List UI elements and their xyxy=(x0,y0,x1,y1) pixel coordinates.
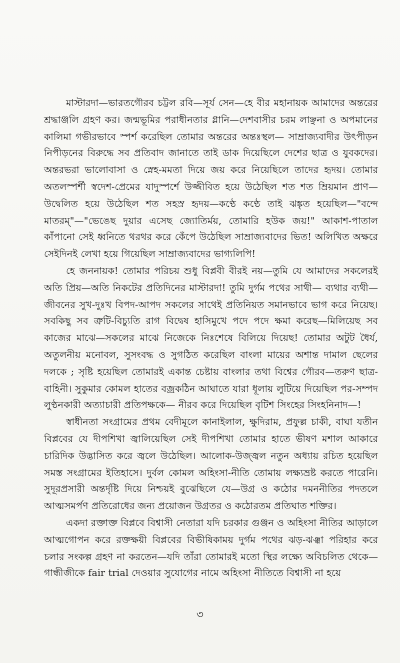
page-number: ৩ xyxy=(196,608,204,621)
paragraph-3: স্বাধীনতা সংগ্রামের প্রথম বেদীমূলে কানাইলাল, ক্ষুদিরাম, প্রফুল্ল চাকী, বাঘা যতীন বিপ্লবের যে দীপশিখা জ্বালিয়েছিল সেই দীপশিখা তোমার হাতে ভীষণ মশাল আকারে চারিদিক উদ্ভাসিত করে জ্বলে উঠেছিল। আলোক-উজ্জ্বল নতুন অধ্যায় রচিত হয়েছিল সমস্ত সংগ্রামের ইতিহাসে। দুর্বল কোমল অহিংসা-নীতি তোমায় লক্ষ্যভ্রষ্ট করতে পারেনি। সুদূরপ্রসারী অন্তর্দৃষ্টি দিয়ে নিশ্চয়ই বুঝেছিলে যে—উগ্র ও কঠোর দমননীতির পদতলে আত্মসমর্পণ প্রতিরোধের জন্য প্রয়োজন উগ্রতর ও কঠোরতম প্রতিঘাত শক্তির। xyxy=(44,417,378,513)
paragraph-4: একদা রক্তাক্ত বিপ্লবে বিশ্বাসী নেতারা যদি চরকার গুঞ্জন ও অহিংসা নীতির আড়ালে আত্মগোপন করে রক্তক্ষয়ী বিপ্লবের বিভীষিকাময় দুর্গম পথের ঝড়-ঝঞ্ঝা পরিহার করে চলার সংকল্প গ্রহণ না করতেন—যদি তাঁরা তোমারই মতো স্থির লক্ষ্যে অবিচলিত থেকে—গান্ধীজীকে fair trial দেওয়ার সুযোগের নামে অহিংসা নীতিতে বিশ্বাসী না হয়ে xyxy=(44,517,378,580)
paragraph-1: মাস্টারদা—ভারতগৌরব চট্টল রবি—সূর্য সেন—হে বীর মহানায়ক আমাদের অন্তরের শ্রদ্ধাঞ্জলি গ্রহণ কর। জন্মভূমির পরাধীনতার গ্লানি—দেশবাসীর চরম লাঞ্ছনা ও অপমানের কালিমা গভীরভাবে স্পর্শ করেছিল তোমার অন্তরের অন্তঃস্থল— সাম্রাজ্যবাদীর উৎপীড়ন নিপীড়নের বিরুদ্ধে সব প্রতিবাদ জানাতে তাই ডাক দিয়েছিলে দেশের ছাত্র ও যুবকদের। অন্তরভরা ভালোবাসা ও স্নেহ-মমতা দিয়ে জয় করে নিয়েছিলে তাদের হৃদয়। তোমার অতলস্পর্শী স্বদেশ-প্রেমের যাদুস্পর্শে উজ্জীবিত হয়ে উঠেছিল শত শত ম্রিয়মান প্রাণ—উদ্বেলিত হয়ে উঠেছিল শত সহস্র হৃদয়—কণ্ঠে কণ্ঠে তাই ঝঙ্কৃত হয়েছিল—"বন্দে মাতরম্"—"ভেঙেছ দুয়ার এসেছ জ্যোতির্ময়, তোমারি হউক জয়!" আকাশ-পাতাল কাঁপানো সেই ধ্বনিতে থরথর করে কেঁপে উঠেছিল সাম্রাজ্যবাদের ভিত! অলিখিত অক্ষরে সেইদিনই লেখা হয়ে গিয়েছিল সাম্রাজ্যবাদের ভাগ্যলিপি! xyxy=(44,98,378,261)
paragraph-2: হে জননায়ক! তোমার পরিচয় শুধু বিপ্লবী বীরই নয়—তুমি যে আমাদের সকলেরই অতি প্রিয়—অতি নিকটের প্রতিদিনের মাস্টারদা! তুমি দুর্গম পথের সাথী— ব্যথার ব্যথী—জীবনের সুখ-দুঃখ বিপদ-আপদ সকলের সাথেই প্রতিনিয়ত সমানভাবে ভাগ করে নিয়েছ। সবকিছু সব ত্রুটি-বিচ্যুতি রাগ বিদ্বেষ হাসিমুখে পদে পদে ক্ষমা করেছ—মিলিয়েছ সব কাজের মাঝে—সকলের মাঝে নিজেকে নিঃশেষে বিলিয়ে দিয়েছ! তোমার অটুট ধৈর্য, অতুলনীয় মনোবল, সুসংবদ্ধ ও সুগঠিত করেছিল বাংলা মায়ের অশান্ত দামাল ছেলের দলকে ; সৃষ্টি হয়েছিল তোমারই একান্ত চেষ্টায় বাংলার তথা বিশ্বের গৌরব—তরুণ ছাত্র-বাহিনী। সুকুমার কোমল হাতের বজ্রকঠিন আঘাতে যারা ধূলায় লুটিয়ে দিয়েছিল পর-সম্পদ লুণ্ঠনকারী অত্যাচারী প্রতিপক্ষকে— নীরব করে দিয়েছিল বৃটিশ সিংহের সিংহনিনাদ—! xyxy=(44,265,378,412)
body-text xyxy=(44,96,378,583)
